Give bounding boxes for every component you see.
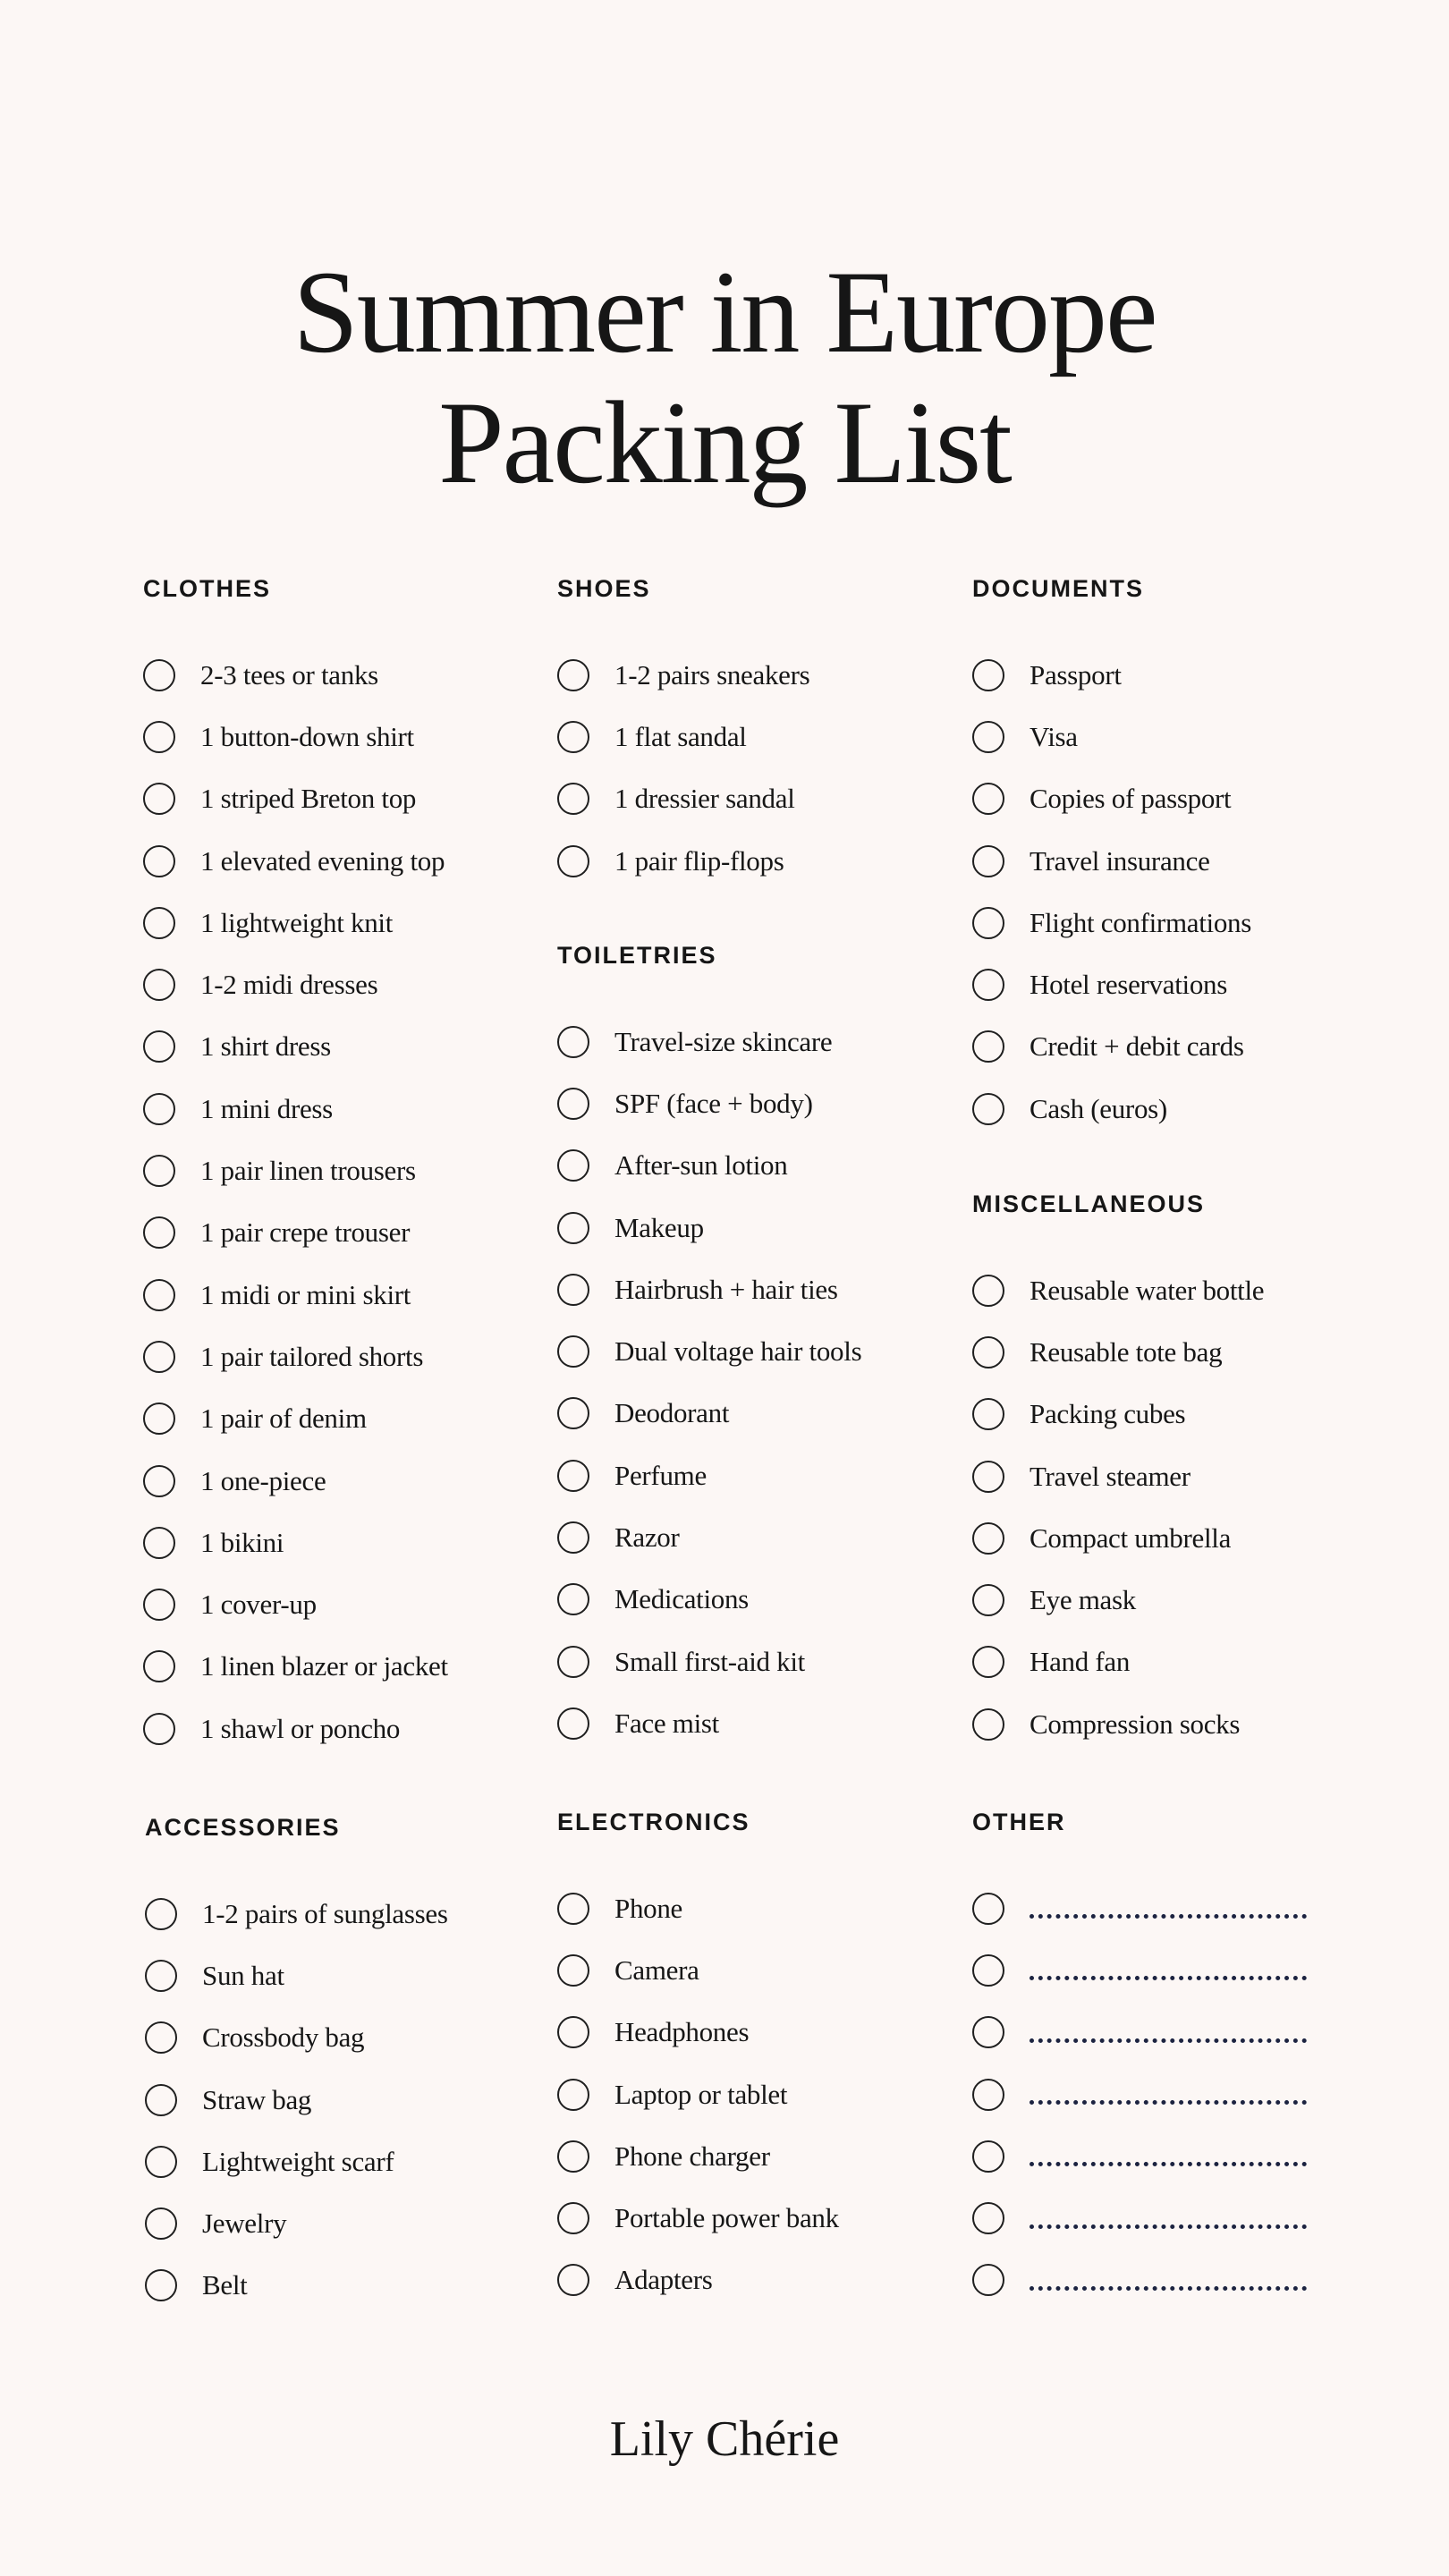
checkbox-circle[interactable]	[143, 1589, 175, 1621]
item-label: Reusable tote bag	[1030, 1335, 1223, 1368]
item-label: Lightweight scarf	[202, 2145, 394, 2177]
checklist-item[interactable]	[557, 644, 915, 706]
checkbox-circle[interactable]	[972, 2264, 1004, 2296]
item-label: Passport	[1030, 658, 1122, 691]
checklist-item[interactable]	[972, 1321, 1330, 1383]
item-label: 1-2 pairs sneakers	[614, 658, 810, 691]
checklist-item[interactable]	[143, 1202, 501, 1264]
checklist-item-blank[interactable]	[972, 2250, 1330, 2311]
item-label: Deodorant	[614, 1397, 730, 1429]
item-label: 1 dressier sandal	[614, 783, 795, 815]
item-label: 1 striped Breton top	[200, 783, 417, 815]
checklist-item[interactable]	[143, 1698, 501, 1759]
checklist-item[interactable]	[972, 953, 1330, 1015]
checkbox-circle[interactable]	[143, 1155, 175, 1187]
item-label: Reusable water bottle	[1030, 1274, 1265, 1306]
checklist-item[interactable]	[143, 1326, 501, 1387]
item-label: 1 pair flip-flops	[614, 844, 784, 877]
section-documents	[972, 571, 1330, 1140]
section-heading-toiletries: TOILETRIES	[557, 942, 717, 969]
brand-footer: Lily Chérie	[609, 2411, 840, 2467]
checkbox-circle[interactable]	[143, 1093, 175, 1125]
checkbox-circle[interactable]	[972, 969, 1004, 1001]
checkbox-circle[interactable]	[143, 1341, 175, 1373]
checkbox-circle[interactable]	[143, 1279, 175, 1311]
item-label: 1 elevated evening top	[200, 844, 445, 877]
checklist-item[interactable]	[557, 768, 915, 830]
checkbox-circle[interactable]	[143, 783, 175, 815]
checklist-item[interactable]	[145, 2069, 503, 2131]
checkbox-circle[interactable]	[145, 2146, 177, 2178]
item-label: Packing cubes	[1030, 1398, 1186, 1430]
item-label: Compression socks	[1030, 1707, 1241, 1740]
page-title-line-2: Packing List	[438, 377, 1011, 509]
checklist-item-blank[interactable]	[972, 2187, 1330, 2249]
item-label: Travel steamer	[1030, 1460, 1191, 1492]
checklist-item[interactable]	[557, 1877, 915, 1939]
checkbox-circle[interactable]	[972, 1584, 1004, 1616]
checklist-item[interactable]	[557, 1320, 915, 1382]
checklist-item[interactable]	[972, 830, 1330, 892]
checkbox-circle[interactable]	[557, 1335, 589, 1368]
checklist-accessories	[145, 1883, 503, 2317]
section-heading-documents: DOCUMENTS	[972, 575, 1144, 602]
item-label: 1 lightweight knit	[200, 906, 394, 938]
item-label: Razor	[614, 1521, 680, 1554]
item-label: Phone charger	[614, 2140, 770, 2172]
checkbox-circle[interactable]	[557, 1646, 589, 1678]
checklist-item[interactable]	[557, 1135, 915, 1197]
item-label: 1 pair tailored shorts	[200, 1340, 424, 1372]
checkbox-circle[interactable]	[557, 1088, 589, 1120]
section-heading-miscellaneous: MISCELLANEOUS	[972, 1191, 1206, 1217]
checkbox-circle[interactable]	[972, 1646, 1004, 1678]
section-heading-shoes: SHOES	[557, 575, 651, 602]
item-label: 1 shirt dress	[200, 1030, 331, 1063]
item-label: 1 mini dress	[200, 1092, 333, 1124]
checkbox-circle[interactable]	[557, 721, 589, 753]
checkbox-circle[interactable]	[972, 845, 1004, 877]
write-in-line[interactable]	[1030, 2286, 1307, 2291]
checklist-item[interactable]	[972, 644, 1330, 706]
checklist-item[interactable]	[145, 2131, 503, 2192]
item-label: Hotel reservations	[1030, 969, 1228, 1001]
section-accessories	[145, 1809, 503, 2317]
item-label: Adapters	[614, 2264, 713, 2296]
checkbox-circle[interactable]	[972, 1893, 1004, 1925]
checklist-item[interactable]	[143, 644, 501, 706]
item-label: Travel insurance	[1030, 844, 1210, 877]
checkbox-circle[interactable]	[557, 1583, 589, 1615]
checkbox-circle[interactable]	[145, 1960, 177, 1992]
item-label: 1 pair linen trousers	[200, 1155, 416, 1187]
checkbox-circle[interactable]	[972, 2016, 1004, 2048]
page-title	[0, 247, 1449, 508]
item-label: After-sun lotion	[614, 1149, 788, 1182]
item-label: Small first-aid kit	[614, 1645, 805, 1677]
checklist-item[interactable]	[557, 1506, 915, 1568]
checkbox-circle[interactable]	[972, 721, 1004, 753]
checklist-item[interactable]	[143, 1636, 501, 1698]
checkbox-circle[interactable]	[143, 1713, 175, 1745]
checklist-item[interactable]	[972, 1507, 1330, 1569]
checklist-item[interactable]	[557, 1631, 915, 1692]
checklist-item[interactable]	[972, 706, 1330, 767]
checklist-toiletries	[557, 1011, 915, 1755]
checklist-item[interactable]	[972, 1569, 1330, 1631]
checklist-item[interactable]	[145, 1883, 503, 1945]
checklist-item[interactable]	[145, 2192, 503, 2254]
checkbox-circle[interactable]	[972, 1461, 1004, 1493]
item-label: 1 linen blazer or jacket	[200, 1650, 448, 1682]
checklist-item[interactable]	[145, 2007, 503, 2069]
checkbox-circle[interactable]	[557, 1026, 589, 1058]
item-label: Makeup	[614, 1211, 704, 1243]
checkbox-circle[interactable]	[143, 1465, 175, 1497]
checklist-item[interactable]	[143, 1264, 501, 1326]
checklist-item[interactable]	[557, 1939, 915, 2001]
item-label: Straw bag	[202, 2083, 312, 2115]
item-label: SPF (face + body)	[614, 1087, 813, 1119]
section-miscellaneous	[972, 1186, 1330, 1755]
checklist-item[interactable]	[143, 1573, 501, 1635]
checkbox-circle[interactable]	[557, 1397, 589, 1429]
item-label: Perfume	[614, 1459, 707, 1491]
checkbox-circle[interactable]	[972, 1093, 1004, 1125]
item-label: 1 midi or mini skirt	[200, 1278, 411, 1310]
checkbox-circle[interactable]	[972, 1275, 1004, 1307]
checkbox-circle[interactable]	[557, 1954, 589, 1987]
checklist-item-blank[interactable]	[972, 1877, 1330, 1939]
checkbox-circle[interactable]	[145, 2207, 177, 2240]
checkbox-circle[interactable]	[143, 969, 175, 1001]
checkbox-circle[interactable]	[972, 1030, 1004, 1063]
item-label: Medications	[614, 1583, 749, 1615]
section-heading-electronics: ELECTRONICS	[557, 1809, 750, 1835]
item-label: Travel-size skincare	[614, 1025, 833, 1057]
write-in-line[interactable]	[1030, 2224, 1307, 2229]
checklist-item[interactable]	[143, 892, 501, 953]
item-label: Crossbody bag	[202, 2021, 365, 2054]
write-in-line[interactable]	[1030, 2162, 1307, 2166]
checklist-item[interactable]	[143, 953, 501, 1015]
item-label: 1 one-piece	[200, 1464, 326, 1496]
checklist-item[interactable]	[143, 1450, 501, 1512]
checklist-item[interactable]	[143, 1078, 501, 1140]
checklist-clothes	[143, 644, 501, 1759]
section-toiletries	[557, 937, 915, 1755]
section-clothes	[143, 571, 501, 1759]
checklist-documents	[972, 644, 1330, 1140]
checkbox-circle[interactable]	[143, 1216, 175, 1249]
item-label: Dual voltage hair tools	[614, 1335, 862, 1368]
item-label: Visa	[1030, 720, 1078, 752]
section-electronics	[557, 1804, 915, 2311]
write-in-line[interactable]	[1030, 2038, 1307, 2043]
checklist-miscellaneous	[972, 1259, 1330, 1755]
checklist-item[interactable]	[557, 706, 915, 767]
checklist-item[interactable]	[557, 1258, 915, 1320]
item-label: Face mist	[614, 1707, 719, 1739]
item-label: 1 button-down shirt	[200, 720, 414, 752]
checkbox-circle[interactable]	[557, 845, 589, 877]
item-label: Eye mask	[1030, 1584, 1136, 1616]
item-label: 1-2 pairs of sunglasses	[202, 1897, 448, 1929]
item-label: 1-2 midi dresses	[200, 969, 378, 1001]
checklist-item-blank[interactable]	[972, 1939, 1330, 2001]
checklist-item[interactable]	[972, 1016, 1330, 1078]
checklist-item[interactable]	[972, 1259, 1330, 1321]
checklist-item[interactable]	[143, 768, 501, 830]
checklist-item[interactable]	[557, 2250, 915, 2311]
item-label: Hand fan	[1030, 1646, 1131, 1678]
checkbox-circle[interactable]	[557, 2264, 589, 2296]
checklist-item-blank[interactable]	[972, 2125, 1330, 2187]
checkbox-circle[interactable]	[557, 1707, 589, 1740]
checkbox-circle[interactable]	[557, 2202, 589, 2234]
item-label: Compact umbrella	[1030, 1521, 1232, 1554]
checklist-item[interactable]	[972, 892, 1330, 953]
checklist-item[interactable]	[557, 1445, 915, 1506]
checklist-item[interactable]	[557, 830, 915, 892]
checkbox-circle[interactable]	[557, 1274, 589, 1306]
checklist-item[interactable]	[557, 2002, 915, 2063]
checkbox-circle[interactable]	[143, 1030, 175, 1063]
checklist-item[interactable]	[557, 1072, 915, 1134]
checklist-item[interactable]	[145, 1945, 503, 2006]
checklist-item[interactable]	[557, 1197, 915, 1258]
section-other	[972, 1804, 1330, 2311]
item-label: Credit + debit cards	[1030, 1030, 1244, 1063]
item-label: Headphones	[614, 2016, 750, 2048]
write-in-line[interactable]	[1030, 2100, 1307, 2105]
checkbox-circle[interactable]	[972, 659, 1004, 691]
checklist-item[interactable]	[972, 1384, 1330, 1445]
checkbox-circle[interactable]	[557, 659, 589, 691]
checkbox-circle[interactable]	[972, 1336, 1004, 1368]
item-label: 1 bikini	[200, 1526, 284, 1558]
checkbox-circle[interactable]	[143, 1402, 175, 1435]
checkbox-circle[interactable]	[557, 1521, 589, 1554]
item-label: Phone	[614, 1892, 683, 1924]
checkbox-circle[interactable]	[143, 907, 175, 939]
checklist-item[interactable]	[972, 1631, 1330, 1693]
checklist-shoes	[557, 644, 915, 892]
checklist-item[interactable]	[557, 1692, 915, 1754]
item-label: 1 flat sandal	[614, 720, 747, 752]
write-in-line[interactable]	[1030, 1976, 1307, 1980]
checkbox-circle[interactable]	[972, 2140, 1004, 2173]
section-heading-accessories: ACCESSORIES	[145, 1814, 341, 1841]
checkbox-circle[interactable]	[143, 1527, 175, 1559]
checkbox-circle[interactable]	[557, 783, 589, 815]
checklist-item[interactable]	[143, 706, 501, 767]
section-shoes	[557, 571, 915, 892]
checkbox-circle[interactable]	[972, 1522, 1004, 1555]
checkbox-circle[interactable]	[972, 1398, 1004, 1430]
write-in-line[interactable]	[1030, 1914, 1307, 1919]
item-label: Flight confirmations	[1030, 906, 1252, 938]
checkbox-circle[interactable]	[972, 2079, 1004, 2111]
checkbox-circle[interactable]	[972, 907, 1004, 939]
checklist-item-blank[interactable]	[972, 2002, 1330, 2063]
checkbox-circle[interactable]	[557, 2016, 589, 2048]
checkbox-circle[interactable]	[145, 2021, 177, 2054]
section-heading-clothes: CLOTHES	[143, 575, 272, 602]
section-heading-other: OTHER	[972, 1809, 1066, 1835]
item-label: Camera	[614, 1953, 699, 1986]
checkbox-circle[interactable]	[557, 1893, 589, 1925]
checklist-item[interactable]	[557, 2187, 915, 2249]
page-title-line-1: Summer in Europe	[292, 246, 1157, 378]
item-label: Jewelry	[202, 2207, 287, 2240]
item-label: 1 shawl or poncho	[200, 1712, 401, 1744]
checklist-item[interactable]	[145, 2255, 503, 2317]
checkbox-circle[interactable]	[145, 1898, 177, 1930]
checkbox-circle[interactable]	[145, 2269, 177, 2301]
checklist-item[interactable]	[143, 1388, 501, 1450]
checkbox-circle[interactable]	[972, 1708, 1004, 1741]
checklist-item[interactable]	[143, 830, 501, 892]
item-label: 2-3 tees or tanks	[200, 658, 378, 691]
checkbox-circle[interactable]	[145, 2084, 177, 2116]
checklist-electronics	[557, 1877, 915, 2311]
checklist-item[interactable]	[557, 1383, 915, 1445]
checkbox-circle[interactable]	[557, 1460, 589, 1492]
checklist-item[interactable]	[557, 1569, 915, 1631]
checklist-item[interactable]	[143, 1016, 501, 1078]
item-label: 1 pair of denim	[200, 1402, 367, 1435]
item-label: Portable power bank	[614, 2202, 839, 2234]
item-label: Sun hat	[202, 1959, 284, 1991]
checklist-item[interactable]	[143, 1140, 501, 1201]
item-label: Copies of passport	[1030, 783, 1232, 815]
checkbox-circle[interactable]	[557, 2079, 589, 2111]
checklist-item-blank[interactable]	[972, 2063, 1330, 2125]
checkbox-circle[interactable]	[972, 2202, 1004, 2234]
item-label: Hairbrush + hair ties	[614, 1273, 838, 1305]
checklist-item[interactable]	[972, 768, 1330, 830]
checklist-item[interactable]	[972, 1693, 1330, 1755]
checkbox-circle[interactable]	[557, 2140, 589, 2173]
checkbox-circle[interactable]	[143, 721, 175, 753]
checklist-item[interactable]	[972, 1078, 1330, 1140]
item-label: 1 pair crepe trouser	[200, 1216, 411, 1249]
item-label: Cash (euros)	[1030, 1092, 1167, 1124]
checklist-item[interactable]	[557, 1011, 915, 1072]
checkbox-circle[interactable]	[972, 1954, 1004, 1987]
checklist-other	[972, 1877, 1330, 2311]
checkbox-circle[interactable]	[557, 1212, 589, 1244]
checkbox-circle[interactable]	[143, 845, 175, 877]
checklist-item[interactable]	[972, 1445, 1330, 1507]
item-label: 1 cover-up	[200, 1589, 317, 1621]
checkbox-circle[interactable]	[143, 659, 175, 691]
checklist-item[interactable]	[557, 2063, 915, 2125]
item-label: Laptop or tablet	[614, 2078, 788, 2110]
checkbox-circle[interactable]	[143, 1650, 175, 1682]
checklist-item[interactable]	[143, 1512, 501, 1573]
checkbox-circle[interactable]	[972, 783, 1004, 815]
checklist-item[interactable]	[557, 2125, 915, 2187]
checkbox-circle[interactable]	[557, 1149, 589, 1182]
item-label: Belt	[202, 2269, 248, 2301]
